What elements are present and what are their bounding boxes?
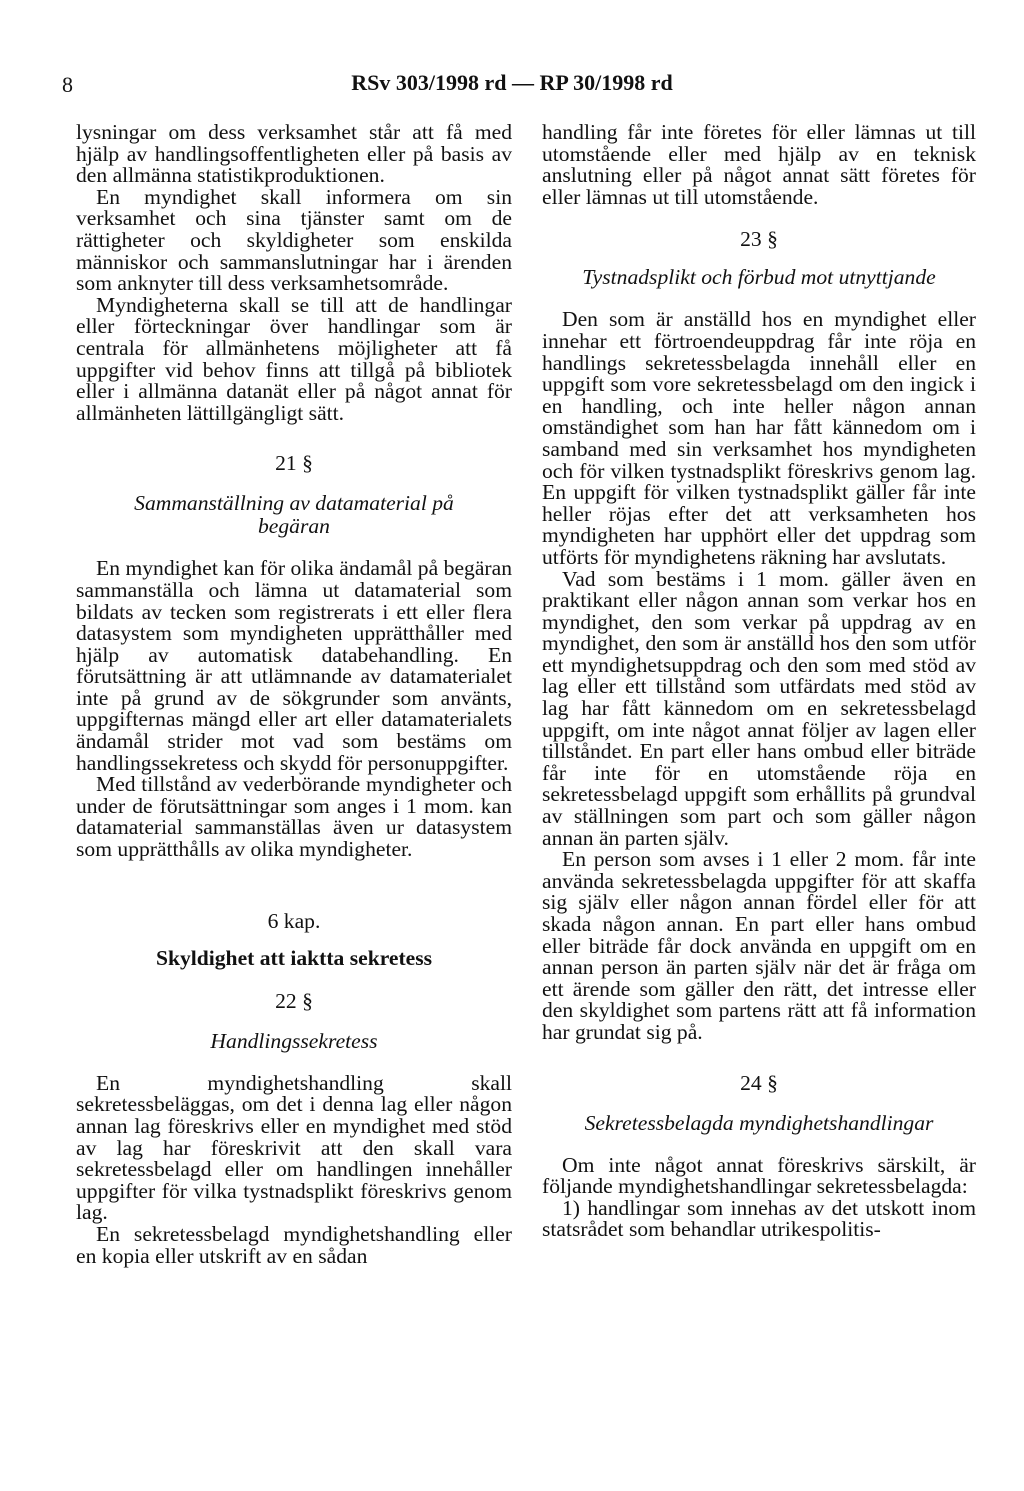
paragraph: lysningar om dess verksamhet står att få med hjälp av handlingsoffentligheten eller på basis av den allmänna statistikproduktionen.	[76, 120, 512, 188]
left-column	[76, 122, 512, 1267]
paragraph: Myndigheterna skall se till att de handlingar eller förteckningar över handlingar som är centrala för allmänhetens möjligheter att få uppgifter vid behov finns att tillgå på bibliotek eller i allmänna datanät eller på något annat för allmänheten lättillgängligt sätt.	[76, 292, 512, 425]
list-item: 1) handlingar som innehas av det utskott inom statsrådet som behandlar utrikespolitis-	[542, 1195, 976, 1242]
chapter-number: 6 kap.	[267, 908, 321, 933]
section-number-22: 22 §	[275, 988, 313, 1013]
paragraph: En myndighet kan för olika ändamål på begäran sammanställa och lämna ut datamaterial som bildats av tecken som registrerats i ett eller flera datasystem som myndigheten upprätthåller med hjälp av automatisk databehandling. En förutsättning är att utlämnande av datamaterialet inte på grund av de sökgrunder som använts, uppgifternas mängd eller art eller datamaterialets ändamål strider mot vad som bestäms om handlingssekretess och skydd för personuppgifter.	[76, 556, 512, 775]
paragraph: Med tillstånd av vederbörande myndigheter och under de förutsättningar som anges i 1 mom. kan datamaterial sammanställas även ur datasystem som upprätthålls av olika myndigheter.	[76, 772, 512, 862]
chapter-title: Skyldighet att iaktta sekretess	[155, 946, 433, 971]
section-number-23: 23 §	[740, 227, 778, 252]
paragraph: En myndighet skall informera om sin verksamhet och sina tjänster samt om de rättigheter och skyldigheter som enskilda människor och sammanslutningar har i ärenden som anknyter till dess verksamhetsområde.	[76, 184, 512, 296]
paragraph: Om inte något annat föreskrivs särskilt, är följande myndighetshandlingar sekretessbelagda:	[542, 1152, 976, 1199]
paragraph: En sekretessbelagd myndighetshandling eller en kopia eller utskrift av en sådan	[76, 1221, 512, 1268]
section-title-24: Sekretessbelagda myndighetshandlingar	[584, 1110, 934, 1135]
section-number-24: 24 §	[740, 1070, 778, 1095]
section-number-21: 21 §	[275, 451, 313, 476]
section-title-21: Sammanställning av datamaterial på begäran	[134, 491, 454, 539]
running-head: RSv 303/1998 rd — RP 30/1998 rd	[351, 70, 673, 95]
right-column	[542, 122, 976, 1241]
paragraph: En myndighetshandling skall sekretessbeläggas, om det i denna lag eller någon annan lag föreskrivs eller en myndighet med stöd av lag har föreskrivit att den skall vara sekretessbelagd eller om handlingen innehåller uppgifter för vilka tystnadsplikt föreskrivs genom lag.	[76, 1070, 512, 1225]
section-title-23: Tystnadsplikt och förbud mot utnyttjande	[582, 265, 936, 290]
paragraph: Vad som bestäms i 1 mom. gäller även en praktikant eller någon annan som verkar hos en myndighet, den som verkar på uppdrag av en myndighet, den som är anställd hos den som utför ett myndighetsuppdrag och den som med stöd av lag eller ett tillstånd som utfärdats med stöd av lag har fått kännedom om en sekretessbelagd uppgift, om inte något annat följer av lagen eller tillståndet. En part eller hans ombud eller biträde får inte för en utomstående röja en sekretessbelagd uppgift som erhållits på grundval av ställningen som part och som gäller någon annan än parten själv.	[542, 566, 976, 850]
section-title-22: Handlingssekretess	[210, 1028, 378, 1053]
paragraph: En person som avses i 1 eller 2 mom. får inte använda sekretessbelagda uppgifter för att skaffa sig själv eller någon annan fördel eller för att skada någon annan. En part eller hans ombud eller biträde får dock använda en uppgift om en annan person än parten själv när det är fråga om ett ärende som gäller den rätt, det intresse eller den skyldighet som partens rätt att få information har grundat sig på.	[542, 847, 976, 1044]
paragraph: handling får inte företes för eller lämnas ut till utomstående eller med hjälp av en teknisk anslutning eller på något annat sätt företes för eller lämnas ut till utomstående.	[542, 120, 976, 209]
paragraph: Den som är anställd hos en myndighet eller innehar ett förtroendeuppdrag får inte röja en handlings sekretessbelagda innehåll eller en uppgift som vore sekretessbelagd om den ingick i en handling, och inte heller någon annan omständighet som han har fått kännedom om i samband med sin verksamhet hos myndigheten och för vilken tystnadsplikt föreskrivs genom lag. En uppgift för vilken tystnadsplikt gäller får inte heller röjas efter det att verksamheten hos myndigheten har upphört eller det uppdrag som utförts för myndighetens räkning har avslutats.	[542, 307, 976, 569]
page-number: 8	[62, 72, 73, 97]
